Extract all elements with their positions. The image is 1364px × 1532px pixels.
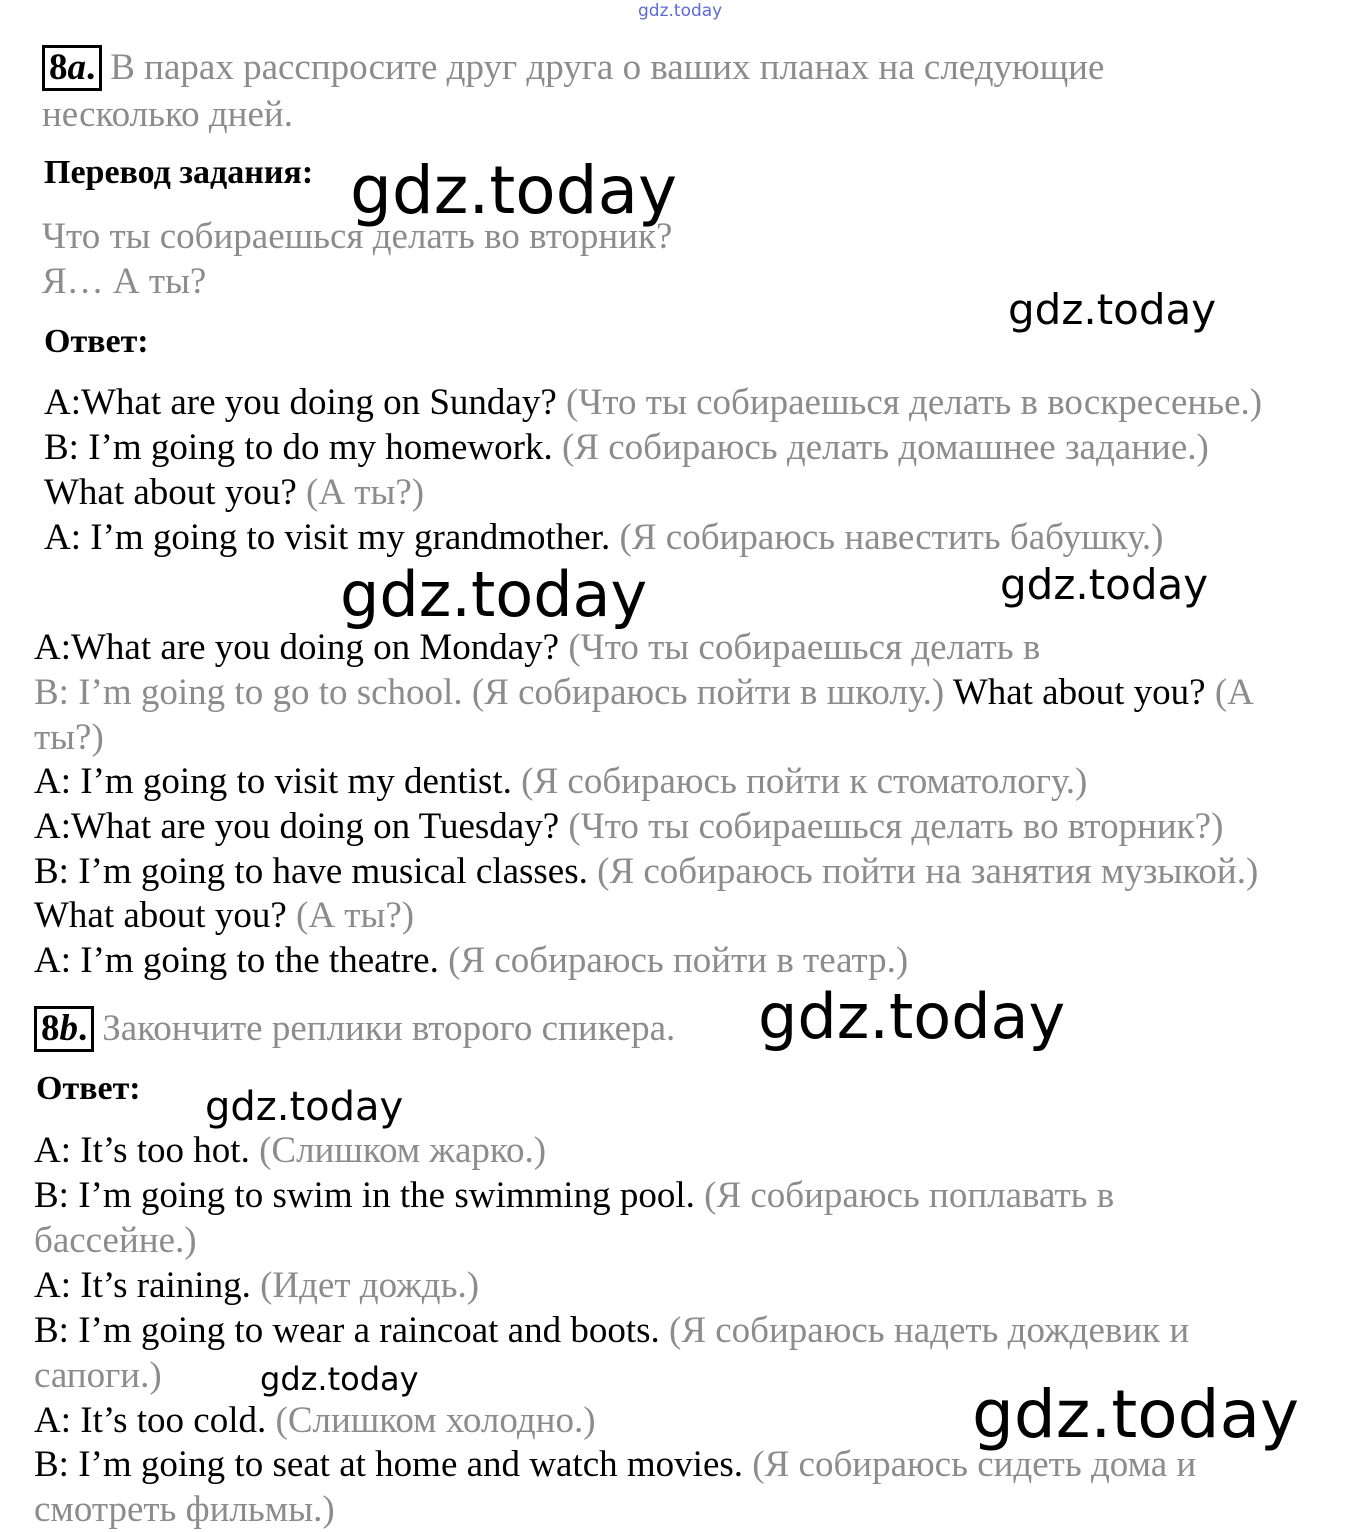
dialog-line: A: It’s raining. (Идет дождь.) <box>34 1265 480 1306</box>
instruction-text: В парах расспросите друг друга о ваших планах на следующие <box>110 47 1105 88</box>
dialog-line: A: I’m going to the theatre. (Я собираюсь пойти в театр.) <box>34 940 909 981</box>
dialog-line: A:What are you doing on Monday? (Что ты собираешься делать в <box>34 627 1041 668</box>
watermark: gdz.today <box>260 1360 419 1398</box>
dialog-line: B: I’m going to have musical classes. (Я собираюсь пойти на занятия музыкой.) <box>34 851 1259 892</box>
dialog-line: сапоги.) <box>34 1355 162 1396</box>
watermark: gdz.today <box>1008 285 1217 334</box>
translation-line: Что ты собираешься делать во вторник? <box>42 216 673 257</box>
task-8a-instruction <box>42 45 1104 91</box>
dialog-line: A: I’m going to visit my grandmother. (Я собираюсь навестить бабушку.) <box>44 517 1164 558</box>
dialog-line: What about you? (А ты?) <box>44 472 425 513</box>
watermark: gdz.today <box>758 980 1066 1053</box>
translation-line: Я… А ты? <box>42 261 207 302</box>
top-watermark: gdz.today <box>638 1 723 21</box>
instruction-text-cont: несколько дней. <box>42 94 293 135</box>
watermark: gdz.today <box>340 558 648 631</box>
translation-heading: Перевод задания: <box>44 154 314 191</box>
dialog-line: бассейне.) <box>34 1220 197 1261</box>
watermark: gdz.today <box>205 1084 404 1130</box>
dialog-line: B: I’m going to do my homework. (Я собираюсь делать домашнее задание.) <box>44 427 1209 468</box>
dialog-line: A: It’s too hot. (Слишком жарко.) <box>34 1130 547 1171</box>
task-number-box: 8b. <box>34 1006 94 1052</box>
dialog-line: A: It’s too cold. (Слишком холодно.) <box>34 1400 596 1441</box>
dialog-line: смотреть фильмы.) <box>34 1489 335 1530</box>
answer-heading: Ответ: <box>36 1070 141 1107</box>
dialog-line: A:What are you doing on Sunday? (Что ты собираешься делать в воскресенье.) <box>44 382 1263 423</box>
watermark: gdz.today <box>1000 560 1209 609</box>
dialog-line: A:What are you doing on Tuesday? (Что ты собираешься делать во вторник?) <box>34 806 1224 847</box>
dialog-line: B: I’m going to wear a raincoat and boots. (Я собираюсь надеть дождевик и <box>34 1310 1190 1351</box>
dialog-line: B: I’m going to seat at home and watch movies. (Я собираюсь сидеть дома и <box>34 1444 1197 1485</box>
watermark: gdz.today <box>972 1376 1300 1453</box>
dialog-line: B: I’m going to go to school. (Я собираюсь пойти в школу.) What about you? (А <box>34 672 1254 713</box>
dialog-line: B: I’m going to swim in the swimming pool. (Я собираюсь поплавать в <box>34 1175 1115 1216</box>
task-number-box: 8a. <box>42 45 102 91</box>
dialog-line: ты?) <box>34 717 104 758</box>
instruction-text: Закончите реплики второго спикера. <box>102 1008 676 1049</box>
dialog-line: A: I’m going to visit my dentist. (Я собираюсь пойти к стоматологу.) <box>34 761 1088 802</box>
dialog-line: What about you? (А ты?) <box>34 895 415 936</box>
watermark: gdz.today <box>350 152 678 229</box>
task-8b-instruction <box>34 1006 675 1052</box>
answer-heading: Ответ: <box>44 323 149 360</box>
